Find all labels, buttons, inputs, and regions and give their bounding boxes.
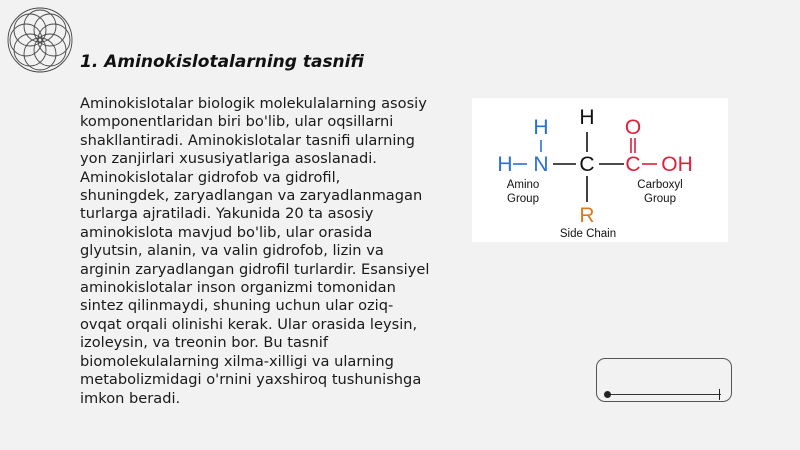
audio-end-marker-icon xyxy=(719,389,720,400)
audio-player[interactable] xyxy=(596,358,732,402)
label-amino-line2: Group xyxy=(507,193,539,205)
audio-progress-track[interactable] xyxy=(607,394,721,395)
slide-title: 1. Aminokislotalarning tasnifi xyxy=(80,52,364,72)
amino-acid-diagram xyxy=(472,98,728,242)
atom-h-alpha: H xyxy=(579,106,595,129)
label-carboxyl-line2: Group xyxy=(644,193,676,205)
label-carboxyl-line1: Carboxyl xyxy=(637,179,683,191)
atom-r-side: R xyxy=(579,204,595,227)
amino-acid-structure-figure xyxy=(472,98,728,242)
atom-oh-carboxyl: OH xyxy=(661,153,693,176)
audio-progress-handle-icon[interactable] xyxy=(604,391,611,398)
spirograph-logo-icon xyxy=(4,4,76,76)
atom-c-carboxyl: C xyxy=(625,153,641,176)
slide-paragraph: Aminokislotalar biologik molekulalarning asosiy komponentlaridan biri bo'lib, ular oqsillarni shakllantiradi. Aminokislotalar tasnifi ularning yon zanjirlari xususiyatlariga asoslanadi. Aminokislotalar gidrofob va gidrofil, shuningdek, zaryadlangan va zaryadlanmagan turlarga ajratiladi. Yakunida 20 ta asosiy aminokislota mavjud bo'lib, ular orasida glyutsin, alanin, va valin gidrofob, lizin va arginin zaryadlangan gidrofil turlardir. Esansiyel aminokislotalar inson organizmi tomonidan sintez qilinmaydi, shuning uchun ular oziq-ovqat orqali olinishi kerak. Ular orasida leysin, izoleysin, va treonin bor. Bu tasnif biomolekulalarning xilma-xilligi va ularning metabolizmidagi o'rnini yaxshiroq tushunishga imkon beradi. xyxy=(80,95,430,407)
atom-n: N xyxy=(533,153,549,176)
label-amino-line1: Amino xyxy=(506,179,540,191)
label-side-chain: Side Chain xyxy=(559,228,617,240)
atom-o-carboxyl: O xyxy=(624,116,642,139)
atom-c-alpha: C xyxy=(579,153,595,176)
atom-h-amino-left: H xyxy=(497,153,513,176)
atom-h-amino-top: H xyxy=(533,116,549,139)
